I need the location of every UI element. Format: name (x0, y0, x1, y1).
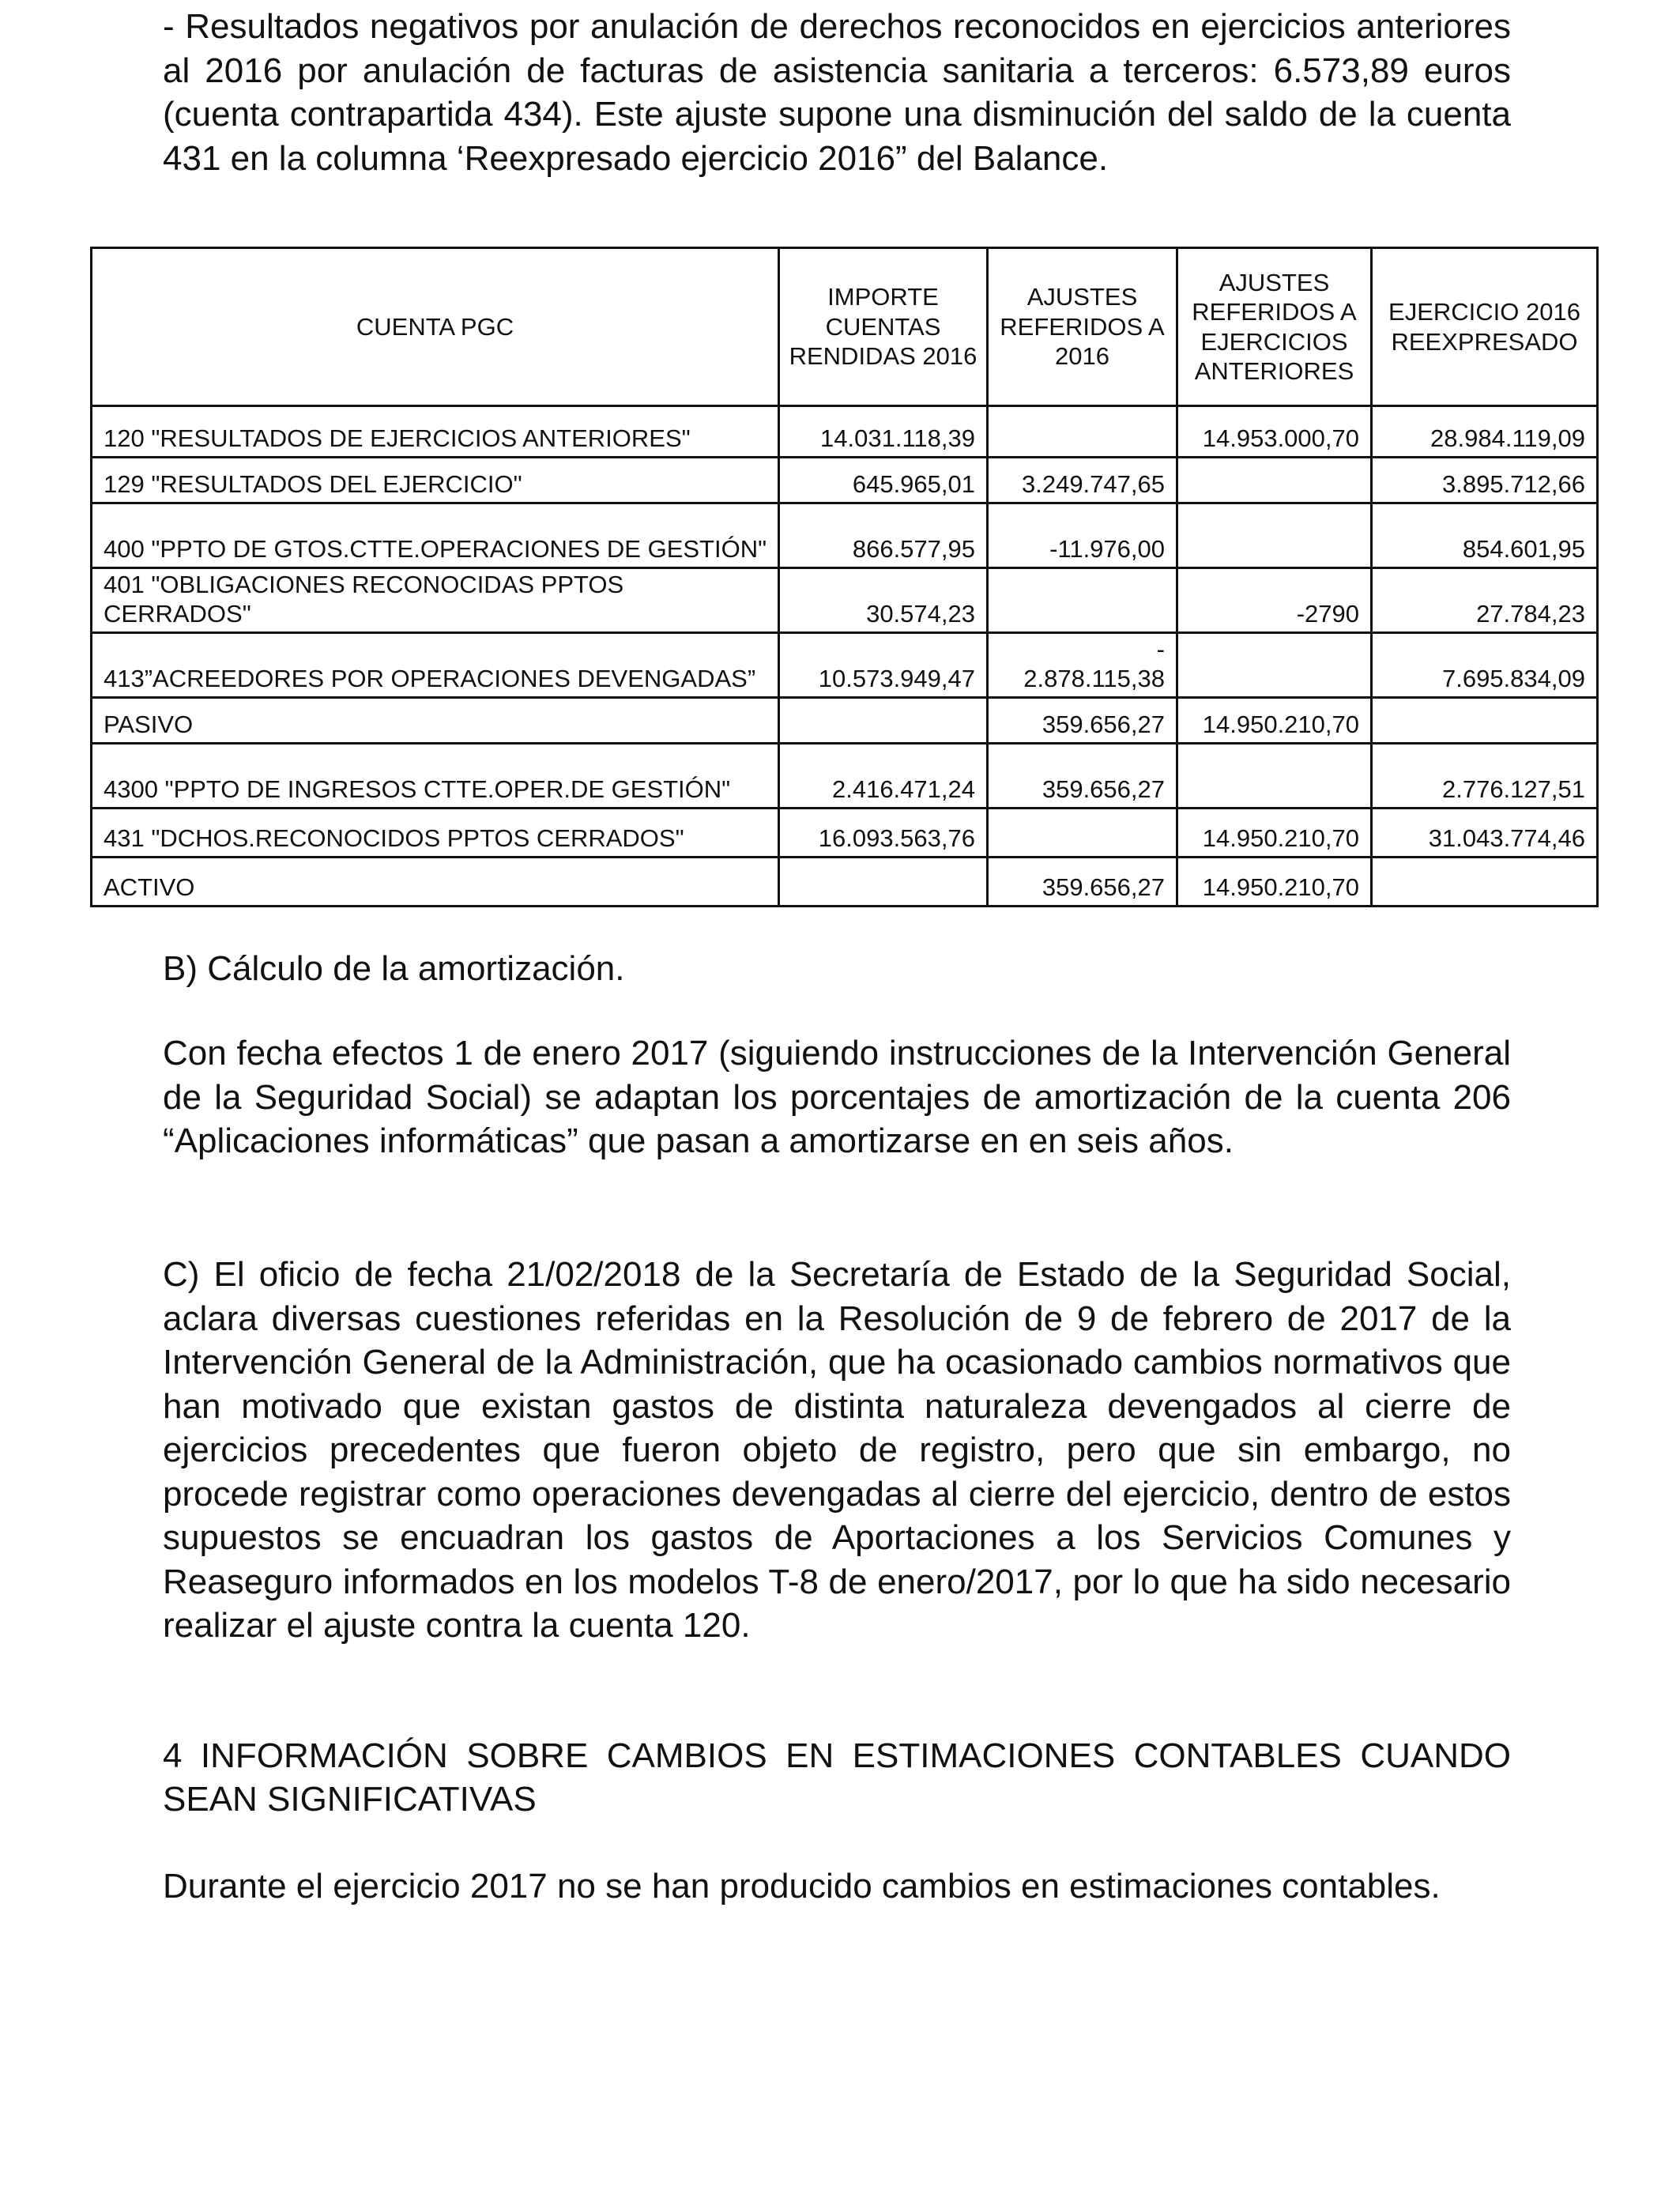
cell-importe: 866.577,95 (779, 503, 988, 568)
header-ajustes-ejercicios-anteriores: AJUSTES REFERIDOS A EJERCICIOS ANTERIORES (1177, 248, 1372, 406)
cell-ajustes-2016: 359.656,27 (988, 744, 1177, 809)
cell-ajustes-2016: 359.656,27 (988, 698, 1177, 744)
adjustments-table (90, 247, 1599, 907)
cell-reexpresado: 27.784,23 (1372, 568, 1598, 633)
cell-importe: 645.965,01 (779, 458, 988, 503)
cell-ajustes-2016 (988, 809, 1177, 858)
cell-ajustes-2016: 359.656,27 (988, 858, 1177, 907)
header-ejercicio-reexpresado: EJERCICIO 2016 REEXPRESADO (1372, 248, 1598, 406)
cell-cuenta: 4300 "PPTO DE INGRESOS CTTE.OPER.DE GESTIÓN" (92, 744, 779, 809)
section-4-heading: 4 INFORMACIÓN SOBRE CAMBIOS EN ESTIMACIONES CONTABLES CUANDO SEAN SIGNIFICATIVAS (163, 1736, 1511, 1819)
cell-ajustes-anteriores: 14.953.000,70 (1177, 406, 1372, 458)
section-4-body: Durante el ejercicio 2017 no se han producido cambios en estimaciones contables. (163, 1867, 1441, 1906)
header-ajustes-2016: AJUSTES REFERIDOS A 2016 (988, 248, 1177, 406)
cell-cuenta: 413”ACREEDORES POR OPERACIONES DEVENGADAS” (92, 633, 779, 698)
table-row (92, 406, 1598, 458)
table-header-row (92, 248, 1598, 406)
cell-reexpresado: 28.984.119,09 (1372, 406, 1598, 458)
table-row (92, 458, 1598, 503)
header-cuenta-pgc: CUENTA PGC (92, 248, 779, 406)
table-row (92, 633, 1598, 698)
cell-cuenta: 129 "RESULTADOS DEL EJERCICIO" (92, 458, 779, 503)
cell-ajustes-anteriores: -2790 (1177, 568, 1372, 633)
cell-ajustes-2016: 3.249.747,65 (988, 458, 1177, 503)
section-b-body: Con fecha efectos 1 de enero 2017 (siguiendo instrucciones de la Intervención General de la Seguridad Social) se adaptan los porcentajes de amortización de la cuenta 206 “Aplicaciones informáticas” que pasan a amortizarse en en seis años. (163, 1034, 1511, 1160)
cell-ajustes-2016: - 2.878.115,38 (988, 633, 1177, 698)
cell-cuenta: 401 "OBLIGACIONES RECONOCIDAS PPTOS CERRADOS" (92, 568, 779, 633)
cell-importe: 2.416.471,24 (779, 744, 988, 809)
cell-reexpresado: 7.695.834,09 (1372, 633, 1598, 698)
table-row-pasivo (92, 698, 1598, 744)
header-importe-cuentas-rendidas: IMPORTE CUENTAS RENDIDAS 2016 (779, 248, 988, 406)
paragraph-negative-results: - Resultados negativos por anulación de derechos reconocidos en ejercicios anteriores al 2016 por anulación de facturas de asistencia sanitaria a terceros: 6.573,89 euros (cuenta contrapartida 434). Este ajuste supone una disminución del saldo de la cuenta 431 en la columna ‘Reexpresado ejercicio 2016” del Balance. (163, 7, 1511, 178)
cell-ajustes-anteriores: 14.950.210,70 (1177, 858, 1372, 907)
cell-cuenta: PASIVO (92, 698, 779, 744)
cell-ajustes-anteriores (1177, 458, 1372, 503)
cell-importe: 10.573.949,47 (779, 633, 988, 698)
cell-cuenta: 431 "DCHOS.RECONOCIDOS PPTOS CERRADOS" (92, 809, 779, 858)
cell-importe: 14.031.118,39 (779, 406, 988, 458)
cell-importe: 30.574,23 (779, 568, 988, 633)
cell-ajustes-2016 (988, 406, 1177, 458)
cell-ajustes-anteriores (1177, 744, 1372, 809)
cell-cuenta: 120 "RESULTADOS DE EJERCICIOS ANTERIORES" (92, 406, 779, 458)
table-row (92, 809, 1598, 858)
table-row (92, 568, 1598, 633)
table-row (92, 503, 1598, 568)
cell-cuenta: ACTIVO (92, 858, 779, 907)
cell-importe (779, 698, 988, 744)
cell-ajustes-2016: -11.976,00 (988, 503, 1177, 568)
cell-reexpresado: 31.043.774,46 (1372, 809, 1598, 858)
table-row (92, 744, 1598, 809)
cell-reexpresado: 2.776.127,51 (1372, 744, 1598, 809)
cell-reexpresado (1372, 858, 1598, 907)
cell-importe: 16.093.563,76 (779, 809, 988, 858)
cell-ajustes-anteriores: 14.950.210,70 (1177, 809, 1372, 858)
table-row-activo (92, 858, 1598, 907)
cell-reexpresado: 854.601,95 (1372, 503, 1598, 568)
section-b-title: B) Cálculo de la amortización. (163, 949, 625, 988)
cell-ajustes-anteriores: 14.950.210,70 (1177, 698, 1372, 744)
cell-ajustes-anteriores (1177, 633, 1372, 698)
cell-reexpresado (1372, 698, 1598, 744)
cell-reexpresado: 3.895.712,66 (1372, 458, 1598, 503)
cell-cuenta: 400 "PPTO DE GTOS.CTTE.OPERACIONES DE GESTIÓN" (92, 503, 779, 568)
cell-importe (779, 858, 988, 907)
cell-ajustes-2016 (988, 568, 1177, 633)
section-c-body: C) El oficio de fecha 21/02/2018 de la Secretaría de Estado de la Seguridad Social, aclara diversas cuestiones referidas en la Resolución de 9 de febrero de 2017 de la Intervención General de la Administración, que ha ocasionado cambios normativos que han motivado que existan gastos de distinta naturaleza devengados al cierre de ejercicios precedentes que fueron objeto de registro, pero que sin embargo, no procede registrar como operaciones devengadas al cierre del ejercicio, dentro de estos supuestos se encuadran los gastos de Aportaciones a los Servicios Comunes y Reaseguro informados en los modelos T-8 de enero/2017, por lo que ha sido necesario realizar el ajuste contra la cuenta 120. (163, 1255, 1511, 1645)
cell-ajustes-anteriores (1177, 503, 1372, 568)
